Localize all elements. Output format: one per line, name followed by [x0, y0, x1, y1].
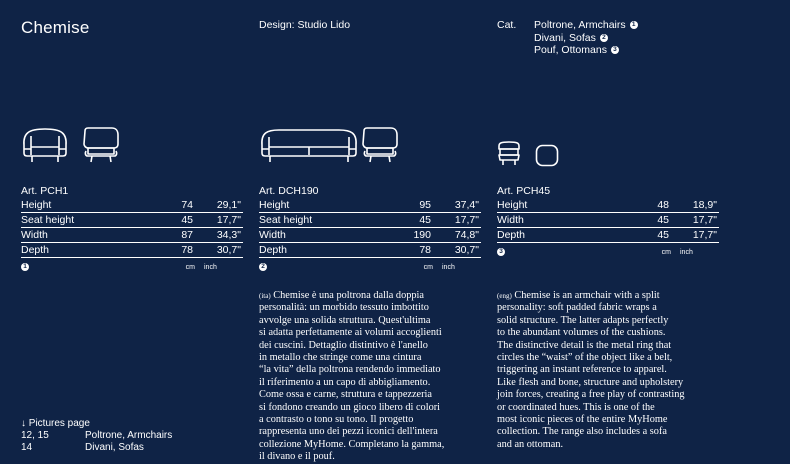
text-line: si adatta perfettamente ai volumi accoglienti [259, 327, 442, 339]
spec-cm: 45 [657, 214, 669, 226]
spec-footer [259, 261, 481, 273]
text-line: The distinctive detail is the metal ring that [497, 339, 672, 351]
text-line: rappresenta uno dei pezzi iconici dell'intera [259, 426, 438, 438]
armchair-front-icon [21, 127, 69, 165]
spec-label: Width [259, 229, 286, 241]
pictures-heading: ↓ Pictures page [21, 418, 90, 429]
spec-badge: 3 [497, 248, 505, 256]
text-line: in metallo che stringe come una cintura [259, 352, 422, 364]
sofa-front-icon [259, 127, 359, 165]
spec-row [21, 213, 243, 228]
text-line: Come ossa e carne, struttura e tappezzeria [259, 389, 432, 401]
unit-inch: inch [680, 248, 693, 256]
category-badge: 2 [600, 34, 608, 42]
text-line: Chemise è una poltrona dalla doppia [273, 290, 424, 301]
sofa-side-icon [361, 127, 399, 165]
text-line: si fondono creando un gioco libero di colori [259, 401, 441, 413]
spec-cm: 45 [181, 214, 193, 226]
text-line: personality: soft padded fabric wraps a [497, 302, 657, 314]
pictures-row[interactable] [21, 442, 172, 454]
page-numbers: 12, 15 [21, 430, 49, 441]
spec-cm: 48 [657, 199, 669, 211]
description-eng [497, 290, 722, 451]
text-line: circles the “waist” of the object like a belt, [497, 352, 673, 364]
spec-row [497, 213, 719, 228]
unit-cm: cm [185, 263, 195, 271]
unit-cm: cm [423, 263, 433, 271]
text-line: personalità: un morbido tessuto imbottito [259, 302, 429, 314]
spec-label: Width [21, 229, 48, 241]
spec-row [21, 198, 243, 213]
text-line: il divano e il pouf. [259, 451, 335, 463]
spec-inch: 74,8" [454, 229, 479, 241]
spec-row [21, 243, 243, 258]
spec-row [497, 228, 719, 243]
spec-row [259, 198, 481, 213]
article-code: Art. PCH45 [497, 185, 551, 197]
spec-cm: 78 [181, 244, 193, 256]
text-line: “la vita” della poltrona rendendo immediato [259, 364, 441, 376]
category-text: Poltrone, Armchairs [534, 19, 626, 31]
unit-inch: inch [204, 263, 217, 271]
spec-label: Height [497, 199, 528, 211]
text-line: avvolge una solida struttura. Quest'ultima [259, 314, 431, 326]
spec-label: Seat height [21, 214, 75, 226]
unit-inch: inch [442, 263, 455, 271]
spec-inch: 18,9" [692, 199, 717, 211]
text-line: dei cuscini. Dettaglio distintivo è l'anello [259, 339, 428, 351]
pictures-index [21, 418, 172, 454]
text-line: to the abundant volumes of the cushions. [497, 327, 666, 339]
spec-inch: 30,7" [216, 244, 241, 256]
spec-table-pch1 [21, 184, 243, 273]
spec-inch: 17,7" [216, 214, 241, 226]
category-item [534, 19, 638, 32]
spec-row [259, 243, 481, 258]
category-list [534, 19, 638, 57]
spec-cm: 190 [413, 229, 431, 241]
spec-row [21, 228, 243, 243]
page-label: Divani, Sofas [85, 442, 144, 453]
spec-inch: 17,7" [692, 229, 717, 241]
spec-cm: 95 [419, 199, 431, 211]
design-credit: Design: Studio Lido [259, 19, 351, 31]
spec-cm: 74 [181, 199, 193, 211]
spec-label: Seat height [259, 214, 313, 226]
category-badge: 3 [611, 46, 619, 54]
category-text: Pouf, Ottomans [534, 44, 607, 56]
category-badge: 1 [630, 21, 638, 29]
spec-inch: 37,4" [454, 199, 479, 211]
spec-inch: 30,7" [454, 244, 479, 256]
description-ita [259, 290, 484, 464]
category-label: Cat. [497, 19, 517, 31]
text-line: join forces, creating a free play of contrasting [497, 389, 685, 401]
text-line: triggering an instant reference to apparel. [497, 364, 667, 376]
text-line: solid structure. The latter adapts perfectly [497, 314, 669, 326]
armchair-side-icon [82, 127, 120, 165]
spec-badge: 1 [21, 263, 29, 271]
text-line: and an ottoman. [497, 438, 564, 450]
category-item [534, 32, 638, 45]
spec-cm: 45 [657, 229, 669, 241]
spec-table-dch190 [259, 184, 481, 273]
text-line: a contrasto o tono su tono. Il progetto [259, 414, 414, 426]
spec-table-pch45 [497, 184, 719, 258]
spec-inch: 34,3" [216, 229, 241, 241]
spec-inch: 29,1" [216, 199, 241, 211]
text-line: collezione MyHome. Completano la gamma, [259, 438, 445, 450]
spec-row [259, 213, 481, 228]
spec-footer [21, 261, 243, 273]
article-code: Art. DCH190 [259, 185, 319, 197]
text-line: Chemise is an armchair with a split [514, 290, 660, 301]
ottoman-top-icon [535, 144, 559, 168]
article-code: Art. PCH1 [21, 185, 69, 197]
text-line: or coordinated hues. This is one of the [497, 401, 655, 413]
language-tag: (ita) [259, 292, 271, 300]
spec-label: Depth [259, 244, 288, 256]
ottoman-front-icon [497, 141, 521, 167]
page-numbers: 14 [21, 442, 33, 453]
spec-badge: 2 [259, 263, 267, 271]
spec-row [497, 198, 719, 213]
text-line: Like flesh and bone, structure and upholstery [497, 376, 684, 388]
spec-inch: 17,7" [454, 214, 479, 226]
page-label: Poltrone, Armchairs [85, 430, 173, 441]
pictures-row[interactable] [21, 430, 172, 442]
spec-row [259, 228, 481, 243]
spec-label: Height [259, 199, 290, 211]
spec-inch: 17,7" [692, 214, 717, 226]
unit-cm: cm [661, 248, 671, 256]
spec-cm: 87 [181, 229, 193, 241]
spec-label: Width [497, 214, 524, 226]
spec-label: Depth [497, 229, 526, 241]
text-line: collection. The range also includes a sofa [497, 426, 667, 438]
spec-label: Depth [21, 244, 50, 256]
text-line: most iconic pieces of the entire MyHome [497, 414, 668, 426]
spec-cm: 45 [419, 214, 431, 226]
language-tag: (eng) [497, 292, 512, 300]
text-line: il riferimento a un capo di abbigliamento. [259, 376, 431, 388]
category-text: Divani, Sofas [534, 31, 596, 44]
spec-label: Height [21, 199, 52, 211]
category-item [534, 44, 638, 57]
spec-footer [497, 246, 719, 258]
page-title: Chemise [21, 18, 90, 37]
spec-cm: 78 [419, 244, 431, 256]
